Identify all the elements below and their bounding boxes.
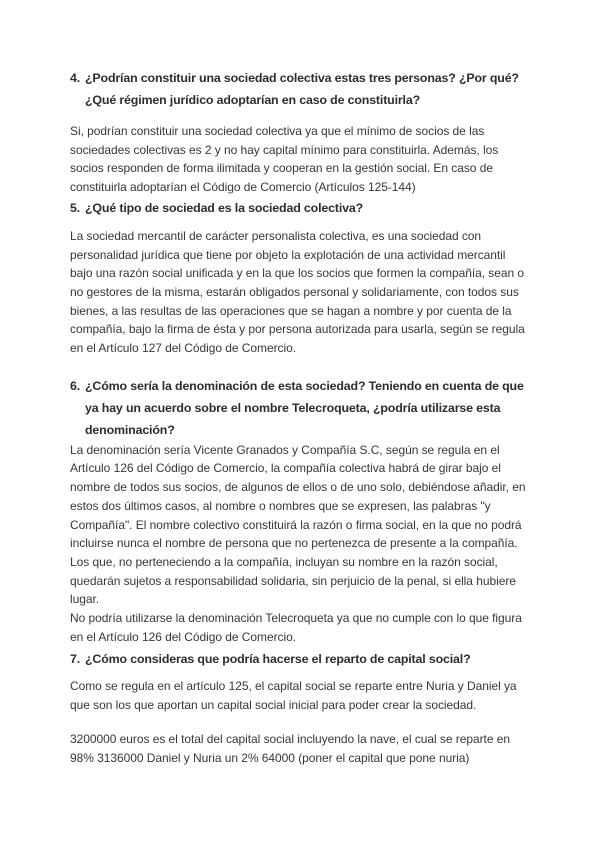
question-5-text: ¿Qué tipo de sociedad es la sociedad colectiva? [85, 200, 364, 215]
answer-paragraph-7a: Como se regula en el artículo 125, el capital social se reparte entre Nuria y Daniel ya que son los que aportan un capital social inicial para poder crear la sociedad. [70, 679, 517, 713]
qa-section-7 [70, 648, 531, 767]
question-6-number: 6. [70, 378, 81, 393]
question-7-text: ¿Cómo consideras que podría hacerse el reparto de capital social? [85, 652, 471, 667]
question-7-heading [70, 648, 531, 670]
qa-section-4 [70, 67, 531, 197]
answer-paragraph-7b: 3200000 euros es el total del capital social incluyendo la nave, el cual se reparte en 98% 3136000 Daniel y Nuria un 2% 64000 (poner el capital que pone nuria) [70, 731, 510, 765]
answer-paragraph-6a: La denominación sería Vicente Granados y Compañía S.C, según se regula en el Artículo 126 del Código de Comercio, la compañía colectiva habrá de girar bajo el nombre de todos sus socios, de algunos de ellos o de uno solo, debiéndose añadir, en estos dos últimos casos, al nombre o nombres que se expresen, las palabras "y Compañía". El nombre colectivo constituirá la razón o firma social, en la que no podrá incluirse nunca el nombre de persona que no pertenezca de presente a la compañía. Los que, no perteneciendo a la compañía, incluyan su nombre en la razón social, quedarán sujetos a responsabilidad solidaria, sin perjuicio de la penal, si ella hubiere lugar. [70, 442, 526, 607]
question-7-number: 7. [70, 652, 81, 667]
answer-paragraph-4: Si, podrían constituir una sociedad colectiva ya que el mínimo de socios de las sociedades colectivas es 2 y no hay capital mínimo para constituirla. Además, los socios responden de forma ilimitada y cooperan en la gestión social. En caso de constituirla adoptarían el Código de Comercio (Artículos 125-144) [70, 124, 499, 195]
question-4-text: ¿Podrían constituir una sociedad colectiva estas tres personas? ¿Por qué? ¿Qué régimen jurídico adoptarían en caso de constituirla? [85, 71, 519, 107]
question-5-number: 5. [70, 200, 81, 215]
answer-paragraph-6b: No podría utilizarse la denominación Telecroqueta ya que no cumple con lo que figura en el Artículo 126 del Código de Comercio. [70, 611, 522, 644]
answer-paragraph-5: La sociedad mercantil de carácter personalista colectiva, es una sociedad con personalidad jurídica que tiene por objeto la explotación de una actividad mercantil bajo una razón social unificada y en la que los socios que formen la compañía, sean o no gestores de la misma, estarán obligados personal y solidariamente, con todos sus bienes, a las resultas de las operaciones que se hagan a nombre y por cuenta de la compañía, bajo la firma de ésta y por persona autorizada para usarla, según se regula en el Artículo 127 del Código de Comercio. [70, 228, 525, 356]
question-4-heading [70, 67, 531, 111]
question-6-heading [70, 375, 531, 441]
question-4-number: 4. [70, 71, 81, 85]
qa-section-6 [70, 375, 531, 647]
question-6-text: ¿Cómo sería la denominación de esta sociedad? Teniendo en cuenta de que ya hay un acuerdo sobre el nombre Telecroqueta, ¿podría utilizarse esta denominación? [85, 378, 524, 437]
qa-section-5 [70, 197, 531, 358]
question-5-heading [70, 197, 531, 219]
